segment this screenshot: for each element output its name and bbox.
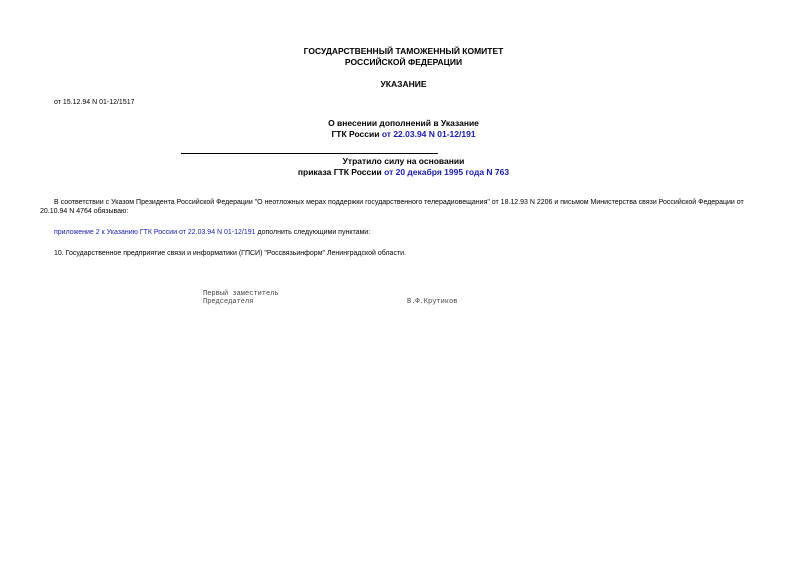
subject-reference-link[interactable]: от 22.03.94 N 01-12/191: [381, 129, 476, 139]
signature-name: В.Ф.Крутиков: [407, 298, 458, 306]
body-paragraph-2: [54, 228, 370, 237]
appendix-reference-link[interactable]: приложение 2 к Указанию ГТК России от 22.03.94 N 01-12/191: [54, 229, 256, 236]
body-paragraph-1-line-2: 20.10.94 N 4764 обязываю:: [40, 208, 129, 215]
body-paragraph-3: 10. Государственное предприятие связи и информатики (ГПСИ) "Россвязьинформ" Ленинградской области.: [54, 250, 407, 257]
signature-title-line-2: Председателя: [203, 298, 254, 306]
void-notice-line-2: [0, 167, 807, 178]
document-date-number: от 15.12.94 N 01-12/1517: [54, 99, 135, 106]
header-line-2: РОССИЙСКОЙ ФЕДЕРАЦИИ: [344, 57, 463, 67]
subject-line-1: О внесении дополнений в Указание: [328, 118, 479, 128]
appendix-reference-rest: дополнить следующими пунктами:: [255, 229, 371, 236]
body-paragraph-1-line-1: В соответствии с Указом Президента Российской Федерации "О неотложных мерах поддержки государственного телерадиовещания" от 18.12.93 N 2206 и письмом Министерства связи Российской Федерации от: [54, 199, 744, 206]
void-notice-line-1: Утратило силу на основании: [342, 156, 465, 166]
header-line-1: ГОСУДАРСТВЕННЫЙ ТАМОЖЕННЫЙ КОМИТЕТ: [303, 46, 504, 56]
void-notice-prefix: приказа ГТК России: [297, 167, 385, 177]
subject-prefix: ГТК России: [331, 129, 382, 139]
void-order-link[interactable]: от 20 декабря 1995 года N 763: [384, 167, 510, 177]
signature-title-line-1: Первый заместитель: [203, 290, 279, 298]
subject-line-2: [0, 129, 807, 140]
separator-rule: [181, 153, 438, 154]
document-type: УКАЗАНИЕ: [380, 79, 427, 89]
